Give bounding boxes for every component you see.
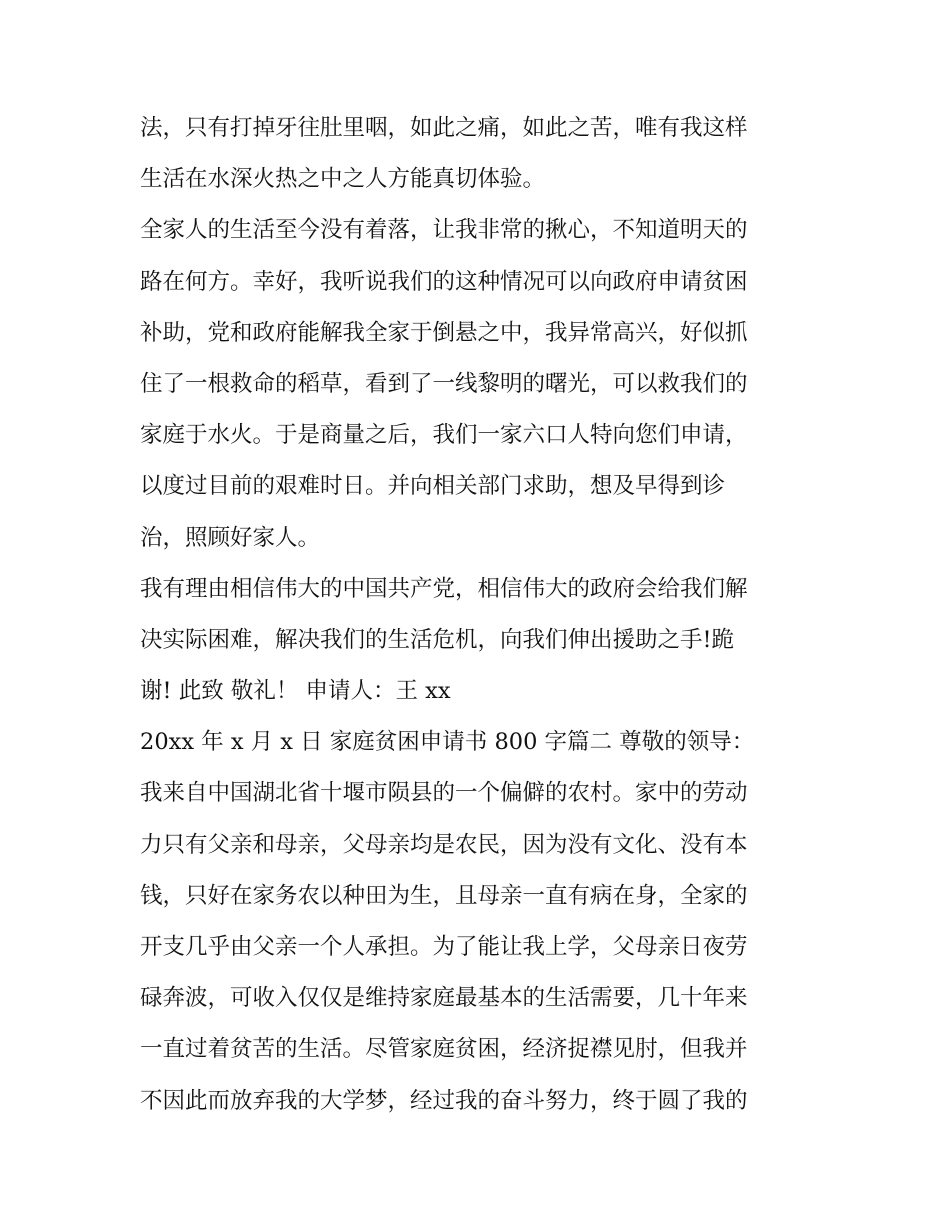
text-line: 钱，只好在家务农以种田为生，且母亲一直有病在身，全家的 [140, 882, 748, 909]
text-line: 住了一根救命的稻草，看到了一线黎明的曙光，可以救我们的 [140, 370, 748, 397]
text-line: 开支几乎由父亲一个人承担。为了能让我上学，父母亲日夜劳 [140, 934, 748, 960]
text-line: 一直过着贫苦的生活。尽管家庭贫困，经济捉襟见肘，但我并 [140, 1036, 748, 1063]
text-line: 谢! 此致 敬礼！ 申请人：王 xx [140, 678, 451, 705]
text-line: 生活在水深火热之中之人方能真切体验。 [140, 166, 546, 193]
text-line: 力只有父亲和母亲，父母亲均是农民，因为没有文化、没有本 [140, 831, 748, 858]
text-line: 家庭于水火。于是商量之后，我们一家六口人特向您们申请， [140, 422, 748, 449]
text-line: 路在何方。幸好，我听说我们的这种情况可以向政府申请贫困 [140, 268, 748, 295]
text-line: 我来自中国湖北省十堰市陨县的一个偏僻的农村。家中的劳动 [140, 780, 748, 807]
text-line: 我有理由相信伟大的中国共产党，相信伟大的政府会给我们解 [140, 575, 748, 602]
text-line: 碌奔波，可收入仅仅是维持家庭最基本的生活需要，几十年来 [140, 985, 748, 1012]
text-line: 法，只有打掉牙往肚里咽，如此之痛，如此之苦，唯有我这样 [140, 115, 748, 141]
text-line: 治，照顾好家人。 [140, 524, 321, 551]
body-text [140, 103, 820, 1127]
text-line: 不因此而放弃我的大学梦，经过我的奋斗努力，终于圆了我的 [140, 1087, 748, 1114]
text-line: 以度过目前的艰难时日。并向相关部门求助，想及早得到诊 [140, 473, 726, 500]
text-line: 决实际困难，解决我们的生活危机，向我们伸出援助之手!跪 [140, 626, 735, 653]
text-line: 全家人的生活至今没有着落，让我非常的揪心，不知道明天的 [140, 217, 748, 244]
text-line: 20xx 年 x 月 x 日 家庭贫困申请书 800 字篇二 尊敬的领导： [140, 729, 755, 756]
text-line: 补助，党和政府能解我全家于倒悬之中，我异常高兴，好似抓 [140, 319, 748, 346]
